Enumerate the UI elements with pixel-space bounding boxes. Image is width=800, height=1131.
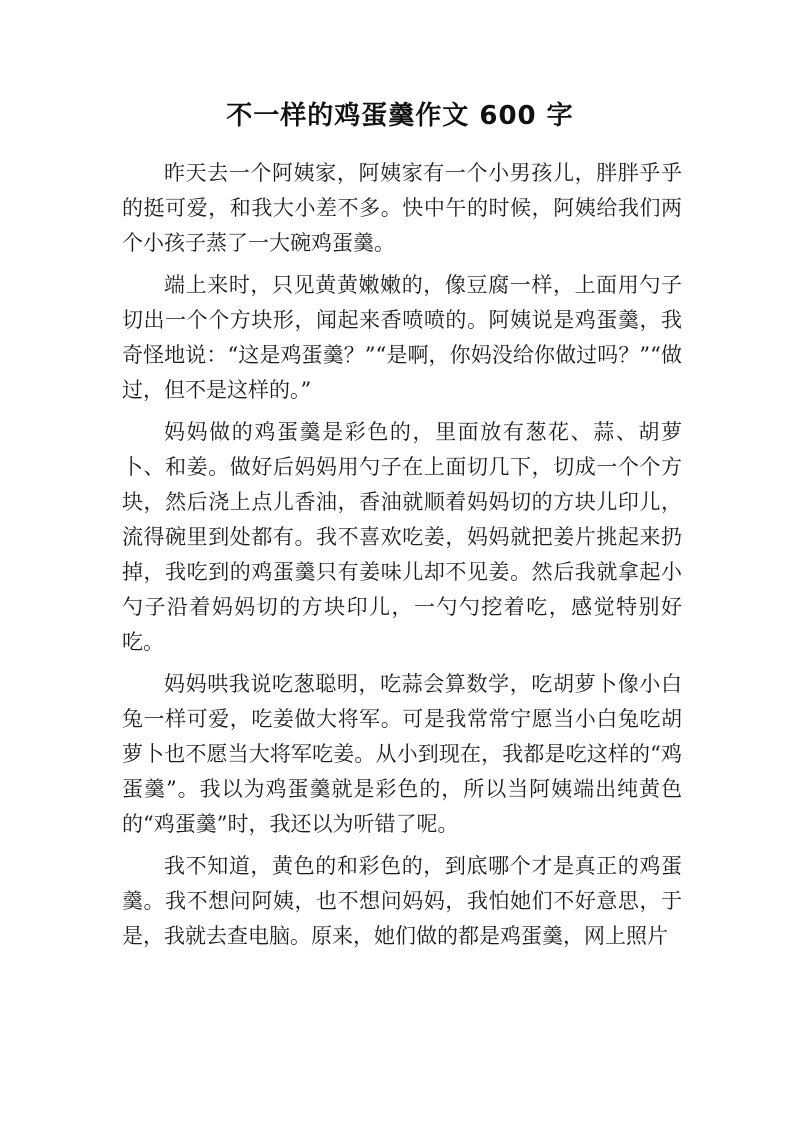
paragraph: 妈妈哄我说吃葱聪明，吃蒜会算数学，吃胡萝卜像小白兔一样可爱，吃姜做大将军。可是我常常宁愿当小白兔吃胡萝卜也不愿当大将军吃姜。从小到现在，我都是吃这样的“鸡蛋羹”。我以为鸡蛋羹就是彩色的，所以当阿姨端出纯黄色的“鸡蛋羹”时，我还以为听错了呢。 bbox=[122, 672, 682, 836]
document-title: 不一样的鸡蛋羹作文 600 字 bbox=[226, 101, 574, 131]
document-body bbox=[122, 156, 682, 961]
paragraph: 妈妈做的鸡蛋羹是彩色的，里面放有葱花、蒜、胡萝卜、和姜。做好后妈妈用勺子在上面切几下，切成一个个方块，然后浇上点儿香油，香油就顺着妈妈切的方块儿印儿，流得碗里到处都有。我不喜欢吃姜，妈妈就把姜片挑起来扔掉，我吃到的鸡蛋羹只有姜味儿却不见姜。然后我就拿起小勺子沿着妈妈切的方块印儿，一勺勺挖着吃，感觉特别好吃。 bbox=[122, 420, 682, 654]
paragraph: 端上来时，只见黄黄嫩嫩的，像豆腐一样，上面用勺子切出一个个方块形，闻起来香喷喷的。阿姨说是鸡蛋羹，我奇怪地说：“这是鸡蛋羹？”“是啊，你妈没给你做过吗？”“做过，但不是这样的。” bbox=[122, 273, 682, 402]
paragraph: 我不知道，黄色的和彩色的，到底哪个才是真正的鸡蛋羹。我不想问阿姨，也不想问妈妈，我怕她们不好意思，于是，我就去查电脑。原来，她们做的都是鸡蛋羹，网上照片 bbox=[122, 854, 682, 948]
paragraph: 昨天去一个阿姨家，阿姨家有一个小男孩儿，胖胖乎乎的挺可爱，和我大小差不多。快中午的时候，阿姨给我们两个小孩子蒸了一大碗鸡蛋羹。 bbox=[122, 161, 682, 255]
